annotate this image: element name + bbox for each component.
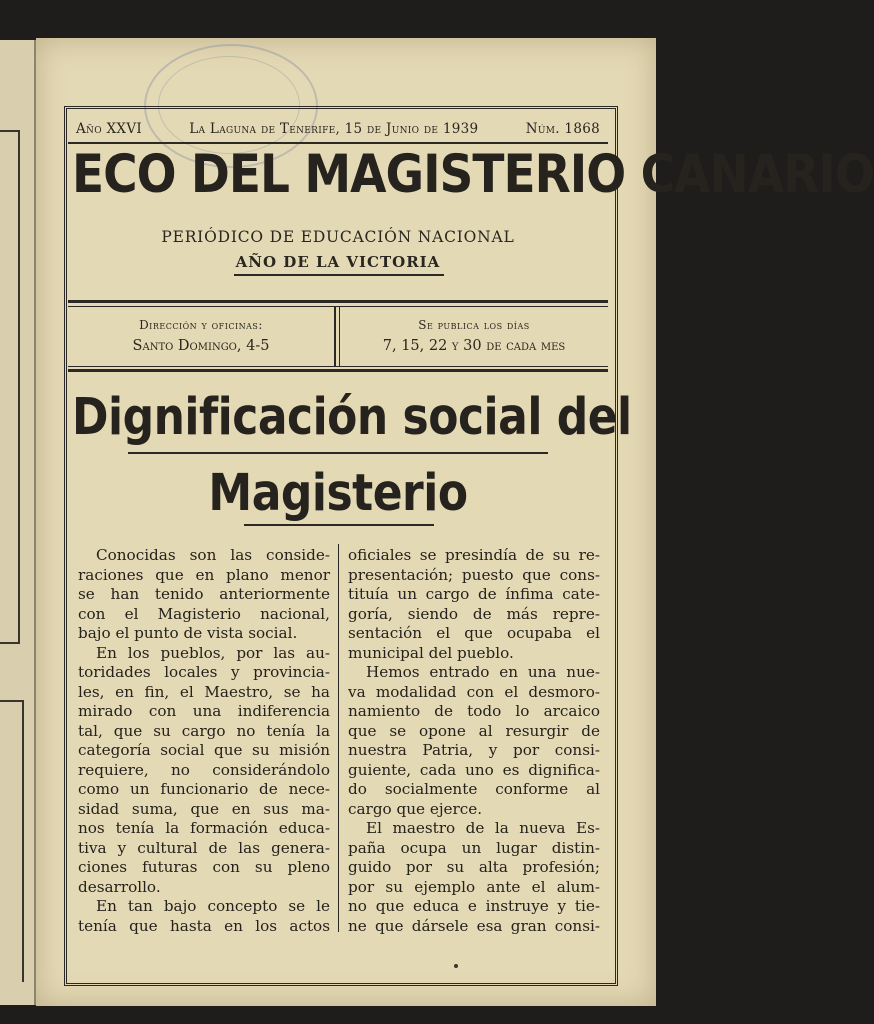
volume-label: Año XXVI	[76, 121, 142, 137]
article-text-line: namiento de todo lo arcaico	[348, 702, 600, 720]
article-text-line: Conocidas son las conside-	[96, 546, 330, 564]
adjacent-page-rule	[0, 130, 20, 644]
article-text-line: nuestra Patria, y por consi-	[348, 741, 600, 759]
box-divider	[339, 306, 340, 366]
title-underline	[128, 452, 548, 454]
article-text-line: sidad suma, que en sus ma-	[78, 799, 330, 818]
article-text-line: va modalidad con el desmoro-	[348, 682, 600, 701]
article-text-line: por su ejemplo ante el alum-	[348, 877, 600, 896]
masthead-subtitle: PERIÓDICO DE EDUCACIÓN NACIONAL	[161, 228, 515, 246]
address-box	[70, 308, 332, 366]
article-title-line2: Magisterio	[208, 464, 468, 523]
adjacent-page-edge	[0, 40, 36, 1005]
article-column-left	[78, 546, 330, 936]
masthead-motto: AÑO DE LA VICTORIA	[235, 253, 441, 271]
article-text-line: categoría social que su misión	[78, 741, 330, 759]
article-text-line: no que educa e instruye y tie-	[348, 897, 600, 915]
article-text-line: bajo el punto de vista social.	[78, 624, 298, 642]
article-text-line: sentación el que ocupaba el	[348, 624, 600, 642]
article-text-line: les, en fin, el Maestro, se ha	[78, 682, 330, 701]
article-text-line: El maestro de la nueva Es-	[366, 819, 600, 837]
place-date: La Laguna de Tenerife, 15 de Junio de 1939	[189, 121, 479, 137]
newspaper-page	[36, 38, 874, 1006]
article-column-right	[348, 546, 600, 936]
article-text-line: cargo que ejerce.	[348, 799, 483, 818]
article-text-line: tiva y cultural de las genera-	[78, 838, 330, 857]
divider	[68, 306, 608, 307]
article-text-line: do socialmente conforme al	[348, 780, 600, 798]
article-text-line: tal, que su cargo no tenía la	[78, 721, 330, 740]
motto-underline	[234, 274, 444, 276]
article-text-line: tenía que hasta en los actos	[78, 916, 330, 935]
article-text-line: tituía un cargo de ínfima cate-	[348, 585, 600, 603]
header-line	[76, 118, 600, 140]
article-text-line: Hemos entrado en una nue-	[366, 663, 600, 681]
title-underline	[244, 524, 434, 526]
article-text-line: goría, siendo de más repre-	[348, 604, 600, 623]
column-separator	[338, 544, 339, 932]
article-text-line: En los pueblos, por las au-	[96, 643, 330, 662]
schedule-value: 7, 15, 22 y 30 de cada mes	[382, 338, 566, 354]
article-text-line: requiere, no considerándolo	[78, 760, 330, 779]
article-text-line: guido por su alta profesión;	[348, 858, 600, 876]
adjacent-page-rule	[0, 700, 24, 982]
address-label: Dirección y oficinas:	[139, 318, 263, 332]
article-text-line: ciones futuras con su pleno	[78, 858, 330, 876]
article-text-line: oficiales se presindía de su re-	[348, 546, 600, 564]
box-divider	[334, 306, 336, 366]
article-text-line: guiente, cada uno es dignifica-	[348, 760, 600, 779]
article-text-line: paña ocupa un lugar distin-	[348, 838, 600, 857]
article-title-line1: Dignificación social del	[72, 388, 632, 447]
article-text-line: desarrollo.	[78, 877, 161, 896]
article-text-line: mirado con una indiferencia	[78, 702, 330, 720]
article-text-line: raciones que en plano menor	[78, 565, 330, 584]
article-text-line: se han tenido anteriormente	[78, 585, 330, 603]
article-text-line: con el Magisterio nacional,	[78, 604, 330, 623]
divider	[68, 300, 608, 303]
article-text-line: municipal del pueblo.	[348, 643, 514, 662]
masthead-title: ECO DEL MAGISTERIO CANARIO	[72, 144, 874, 206]
issue-number: Núm. 1868	[525, 121, 600, 137]
article-text-line: presentación; puesto que cons-	[348, 565, 600, 584]
divider	[68, 369, 608, 372]
article-text-line: toridades locales y provincia-	[78, 663, 330, 681]
article-text-line: como un funcionario de nece-	[78, 780, 330, 798]
article-text-line: En tan bajo concepto se le	[96, 897, 330, 915]
ink-speck	[454, 964, 458, 968]
article-text-line: que se opone al resurgir de	[348, 721, 600, 740]
divider	[68, 366, 608, 367]
article-text-line: nos tenía la formación educa-	[78, 819, 330, 837]
schedule-label: Se publica los días	[418, 318, 530, 332]
schedule-box	[342, 308, 606, 366]
article-text-line: ne que dársele esa gran consi-	[348, 916, 600, 935]
address-value: Santo Domingo, 4-5	[132, 338, 270, 354]
